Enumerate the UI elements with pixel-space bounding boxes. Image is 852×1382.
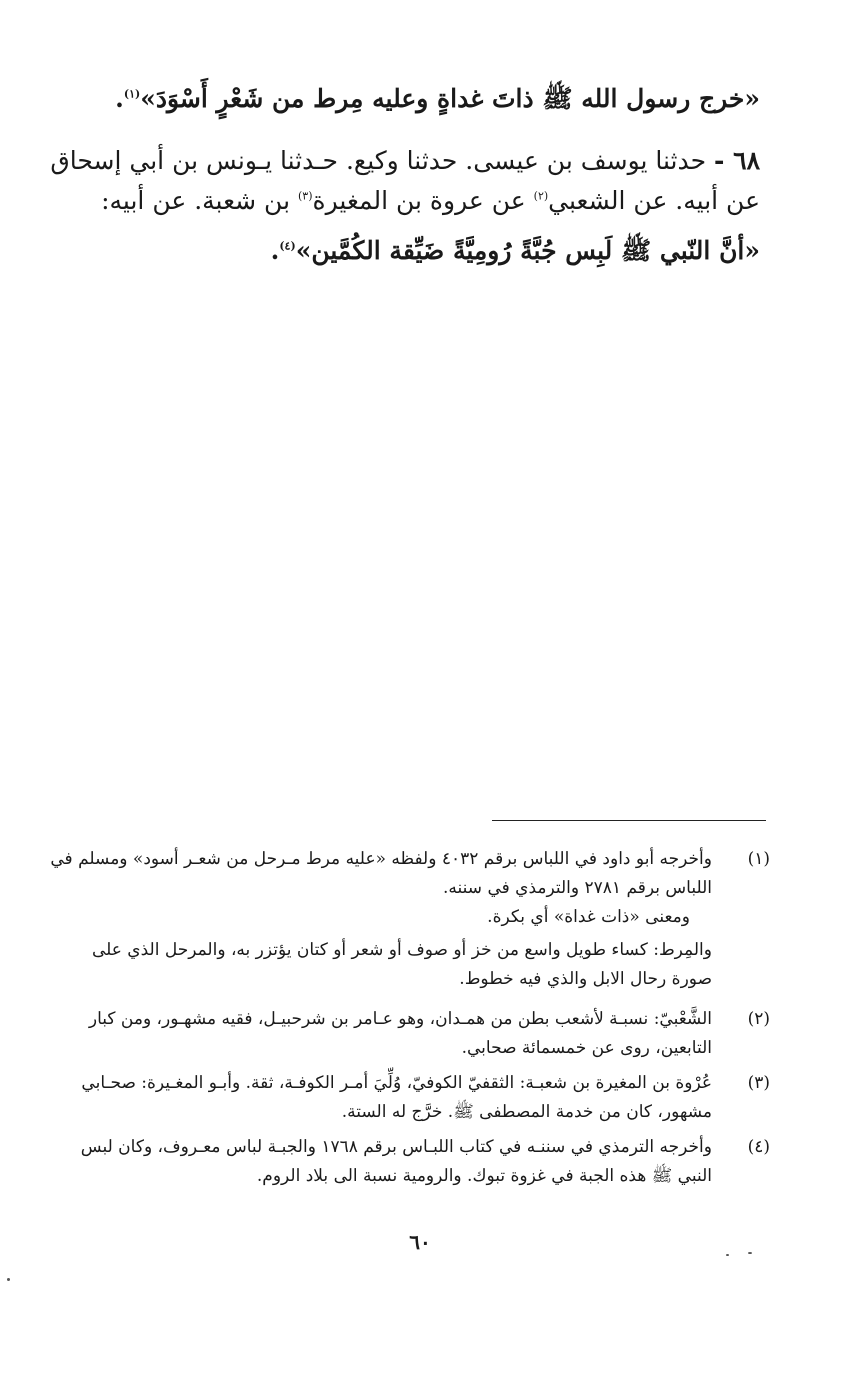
isnad-text-c: بن شعبة. عن أبيه: [101, 186, 298, 215]
footnote-separator [492, 820, 766, 821]
scan-speck [726, 1254, 729, 1256]
hadith-68-quote-line [271, 234, 760, 268]
hadith-number: ٦٨ - [714, 146, 760, 175]
quote-text: «خرج رسول الله ﷺ ذاتَ غداةٍ وعليه مِرط من شَعْرٍ أَسْوَدَ» [140, 84, 760, 113]
hadith-68-isnad-line-2 [101, 184, 760, 218]
footnote-line: التابعين، روى عن خمسمائة صحابي. [461, 1038, 712, 1058]
sentence-end: . [115, 84, 124, 113]
footnote-number: (٣) [747, 1073, 770, 1093]
footnote-ref-2[interactable]: (٢) [533, 189, 549, 203]
isnad-text: حدثنا يوسف بن عيسى. حدثنا وكيع. حـدثنا يـونس بن أبي إسحاق [50, 146, 707, 175]
footnote-ref-1[interactable]: (١) [123, 87, 141, 101]
sentence-end: . [270, 236, 280, 265]
footnote-line: وأخرجه الترمذي في سننـه في كتاب اللبـاس برقم ١٧٦٨ والجبـة لباس معـروف، وكان لبس [80, 1137, 712, 1157]
hadith-68-isnad-line-1 [50, 144, 760, 178]
footnote-line: ومعنى «ذات غداة» أي بكرة. [487, 907, 690, 927]
footnote-line: النبي ﷺ هذه الجبة في غزوة تبوك. والرومية نسبة الى بلاد الروم. [256, 1166, 712, 1186]
footnote-number: (٤) [747, 1137, 770, 1157]
footnote-number: (٢) [747, 1009, 770, 1029]
footnote-line: صورة رحال الابل والذي فيه خطوط. [459, 969, 712, 989]
isnad-text-b: عن عروة بن المغيرة [312, 186, 534, 215]
footnote-number: (١) [747, 849, 770, 869]
scan-speck [7, 1278, 10, 1281]
isnad-text-a: عن أبيه. عن الشعبي [548, 186, 760, 215]
quote-text: «أنَّ النّبي ﷺ لَبِس جُبَّةً رُومِيَّةً ضَيِّقة الكُمَّين» [295, 236, 760, 265]
footnote-ref-3[interactable]: (٣) [298, 189, 313, 203]
page-number: ٦٠ [409, 1230, 431, 1254]
footnote-line: والمِرط: كساء طويل واسع من خز أو صوف أو شعر أو كتان يؤتزر به، والمرحل الذي على [91, 940, 712, 960]
footnote-line: الشَّعْبيّ: نسبـة لأشعب بطن من همـدان، وهو عـامر بن شرحبيـل، فقيه مشهـور، ومن كبار [88, 1009, 712, 1029]
footnote-line: وأخرجه أبو داود في اللباس برقم ٤٠٣٢ ولفظه «عليه مرط مـرحل من شعـر أسود» ومسلم في [50, 849, 712, 869]
footnote-ref-4[interactable]: (٤) [279, 239, 296, 253]
scan-speck [748, 1252, 752, 1254]
footnote-line: اللباس برقم ٢٧٨١ والترمذي في سننه. [443, 878, 712, 898]
footnote-line: عُرْوة بن المغيرة بن شعبـة: الثقفيّ الكوفيّ، وُلِّيَ أمـر الكوفـة، ثقة. وأبـو المغـيرة: صحـابي [81, 1073, 712, 1093]
footnote-line: مشهور، كان من خدمة المصطفى ﷺ. خرَّج له الستة. [341, 1102, 712, 1122]
hadith-67-quote-line [115, 82, 760, 116]
